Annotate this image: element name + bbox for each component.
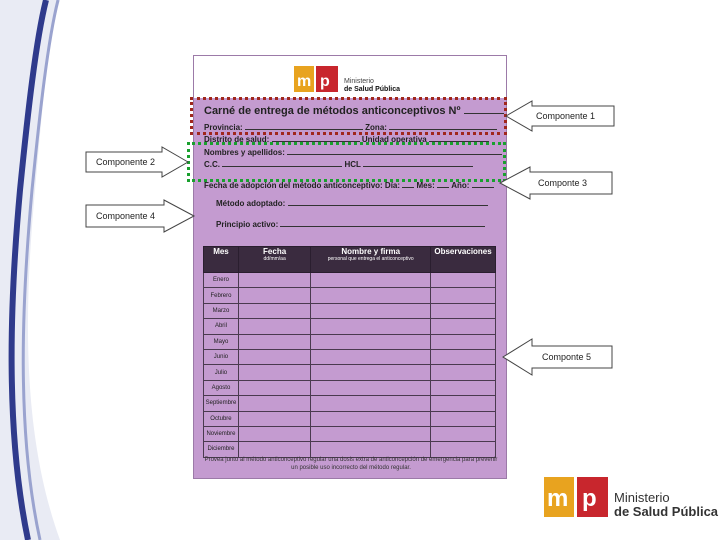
- callout-4-label: Componente 4: [96, 211, 156, 221]
- fecha-adopcion-label: Fecha de adopción del método anticonceptivo: Día:: [204, 181, 401, 190]
- month-cell: Febrero: [204, 288, 239, 303]
- month-cell: Agosto: [204, 380, 239, 395]
- cc-label: C.C.: [204, 160, 220, 169]
- card-logo-line1: Ministerio: [344, 78, 374, 85]
- card-title-text: Carné de entrega de métodos anticonceptivos Nº: [204, 105, 461, 117]
- card-logo-line2: de Salud Pública: [344, 86, 401, 93]
- header-nombre-sub: personal que entrega el anticonceptivo: [327, 256, 414, 262]
- header-nombre-label: Nombre y firma: [341, 247, 401, 256]
- metodo-label: Método adoptado:: [216, 199, 286, 208]
- mes-label: Mes:: [416, 181, 435, 190]
- month-cell: Mayo: [204, 334, 239, 349]
- logo-line1: Ministerio: [614, 490, 670, 505]
- msp-logo: [544, 473, 608, 521]
- provincia-label: Provincia:: [204, 123, 243, 132]
- hcl-label: HCL: [344, 160, 361, 169]
- callout-5-label: Componte 5: [542, 352, 592, 362]
- svg-text:m: m: [297, 73, 312, 90]
- header-observaciones-label: Observaciones: [434, 247, 492, 256]
- month-cell: Marzo: [204, 303, 239, 318]
- svg-text:p: p: [320, 73, 330, 90]
- month-cell: Abril: [204, 319, 239, 334]
- header-fecha-sub: dd/mm/aa: [263, 256, 286, 262]
- month-cell: Junio: [204, 349, 239, 364]
- callout-1-label: Componente 1: [536, 111, 596, 121]
- unidad-label: Unidad operativa: [361, 135, 427, 144]
- msp-logo-text: [614, 491, 718, 519]
- principio-label: Principio activo:: [216, 220, 279, 229]
- anio-label: Año:: [451, 181, 470, 190]
- zona-label: Zona:: [365, 123, 387, 132]
- logo-line2: de Salud Pública: [614, 504, 719, 519]
- header-fecha-label: Fecha: [263, 247, 287, 256]
- callout-3-label: Componte 3: [538, 178, 588, 188]
- header-mes-label: Mes: [213, 247, 229, 256]
- nombres-label: Nombres y apellidos:: [204, 148, 285, 157]
- svg-text:p: p: [582, 485, 597, 512]
- month-cell: Diciembre: [204, 442, 239, 457]
- svg-text:m: m: [547, 485, 569, 512]
- distrito-label: Distrito de salud:: [204, 135, 270, 144]
- month-cell: Enero: [204, 273, 239, 288]
- month-cell: Septiembre: [204, 396, 239, 411]
- month-cell: Julio: [204, 365, 239, 380]
- month-cell: Noviembre: [204, 426, 239, 441]
- month-cell: Octubre: [204, 411, 239, 426]
- card-footnote: Provea junto al método anticonceptivo regular una dosis extra de anticoncepción de emergencia para prevenir un posible uso incorrecto del método regular.: [204, 457, 498, 471]
- callout-2-label: Componente 2: [96, 157, 156, 167]
